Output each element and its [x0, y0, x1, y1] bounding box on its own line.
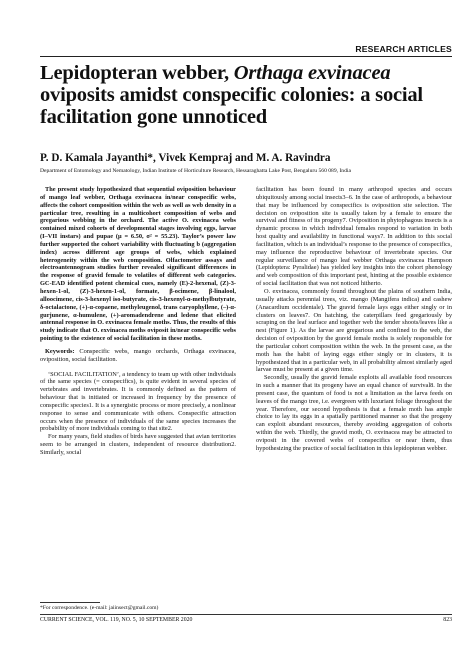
author-list: P. D. Kamala Jayanthi*, Vivek Kempraj and M. A. Ravindra — [40, 152, 331, 164]
body-paragraph: O. exvinacea, commonly found throughout the plains of southern India, usually attacks perennial trees, viz. mango (Mangifera indica) and cashew (Anacardium occidentale). The gravid female lays eggs either singly or in clusters on leaves7. On hatching, the caterpillars feed gregariously by scraping on the leaf surface and together web the tender shoots/leaves like a nest (Figure 1). As the larvae are gregarious and confined to the web, the decision of oviposition by the gravid female moths is solely responsible for the particular cohort composition within the web. In the present case, as the moth has the habit of laying eggs either singly or in clusters, it is hypothesized that in a particular web, in all probability almost similarly aged larvae must be present at a given time. — [256, 287, 452, 374]
correspondence-footnote: *For correspondence. (e-mail: jaiinsect@gmail.com) — [40, 605, 159, 611]
article-title — [40, 62, 460, 128]
title-species: Orthaga exvinacea — [233, 62, 391, 84]
journal-citation: CURRENT SCIENCE, VOL. 119, NO. 5, 10 SEPTEMBER 2020 — [40, 617, 193, 623]
footer-rule — [40, 614, 452, 615]
affiliation: Department of Entomology and Nematology, Indian Institute of Horticulture Research, Hessaraghatta Lake Post, Bengaluru 560 089, India — [40, 168, 351, 174]
keywords — [40, 348, 236, 364]
left-column — [40, 186, 236, 457]
keywords-label: Keywords: — [45, 347, 75, 355]
body-paragraph: Secondly, usually the gravid female exploits all available food resources in such a manner that its progeny have an equal chance of survival8. In the present case, the quantum of food is not a limitation as the larva feeds on leaves of the mango tree, i.e. evergreen with luxuriant foliage throughout the year. Therefore, our second hypothesis is that a female moth has ample choice to lay its eggs in a spatially partitioned manner so that the progeny can exploit abundant resources, thereby avoiding aggregation of cohorts within the web. Thirdly, the gravid moth, O. exvinacea may be attracted to oviposit in the covered webs of conspecifics or near them, thus hypothesizing the practice of social facilitation in this lepidopteran webber. — [256, 374, 452, 452]
header-rule — [40, 56, 452, 57]
body-paragraph: For many years, field studies of birds have suggested that avian territories seem to be arranged in clusters, independent of resource distribution2. Similarly, social — [40, 433, 236, 456]
page-number: 823 — [443, 617, 452, 623]
body-paragraph: ‘SOCIAL FACILITATION’, a tendency to team up with other individuals of the same species (= conspecifics), is quite evident in several species of vertebrates and invertebrates. It is commonly defined as the pattern of behaviour that is initiated or increased in frequency by the presence of conspecific species1. It is a synergistic process or more precisely, a nonlinear response to sense and communicate with others. Conspecific attraction occurs when the presence of individuals of the same species increases the probability of more individuals coming to that site2. — [40, 370, 236, 433]
title-part-1: Lepidopteran webber, — [40, 62, 234, 84]
body-paragraph: facilitation has been found in many arthropod species and occurs ubiquitously among social insects3–6. In the case of arthropods, a behaviour that may be influenced by conspecifics is oviposition site selection. The decision on oviposition site is usually taken by a female to ensure the survival and fitness of its progeny7. Oviposition in phytophagous insects is a dynamic process in which individual females respond to variation in both host quality and availability in functional ways7. In addition to this social facilitation, which is an individual’s response to the presence of conspecifics, may influence the reproductive behaviour of invertebrate species. Our regular surveillance of mango leaf webber Orthaga exvinacea Hampson (Lepidoptera: Pyralidae) has yielded key insights into the cohort phenology and web composition of this important pest, hinting at the possible existence of social facilitation that was not noticed hitherto. — [256, 186, 452, 288]
title-part-2: oviposits amidst conspecific colonies: a social facilitation gone unnoticed — [40, 84, 423, 128]
keywords-text: Conspecific webs, mango orchards, Orthaga exvinacea, oviposition, social facilitation. — [40, 347, 236, 363]
right-column — [256, 186, 452, 453]
footnote-rule — [40, 602, 100, 603]
section-label: RESEARCH ARTICLES — [355, 44, 452, 54]
abstract: The present study hypothesized that sequential oviposition behaviour of mango leaf webber, Orthaga exvinacea in/near conspecific webs, affects the cohort composition within the web as well as web density in a particular tree, resulting in a multicohort composition of webs and gregarious webbing in the orchard. The active O. exvinacea webs contained mixed cohorts of developmental stages involving eggs, larvae (I–VII instars) and pupae (μ = 6.50, σ² = 55.23). Taylor’s power law further supported the cohort variability with fluctuating b (aggregation index) across different age groups of webs, which explained heterogeneity within the web composition. Olfactometer assays and electroantennogram studies further revealed significant differences in the response of gravid female to volatiles of different web categories. GC-EAD identified potent chemical cues, namely (E)-2-hexenal, (Z)-3-hexen-1-ol, (Z)-3-hexen-1-ol, formate, β-ocimene, β-linalool, alloocimene, cis-3-hexenyl iso-butyrate, cis-3-hexenyl-α-methylbutyrate, δ-octalactone, (+)-α-copaene, methyleugenol, trans caryophyllene, (–)-α-gurjunene, α-humulene, (+)-aromadendrene and ledene that elicited antennal response in O. exvinacea female moths. Thus, the results of this study indicate that O. exvinacea moths oviposit in/near conspecific webs pointing to the existence of social facilitation in these moths. — [40, 186, 236, 343]
